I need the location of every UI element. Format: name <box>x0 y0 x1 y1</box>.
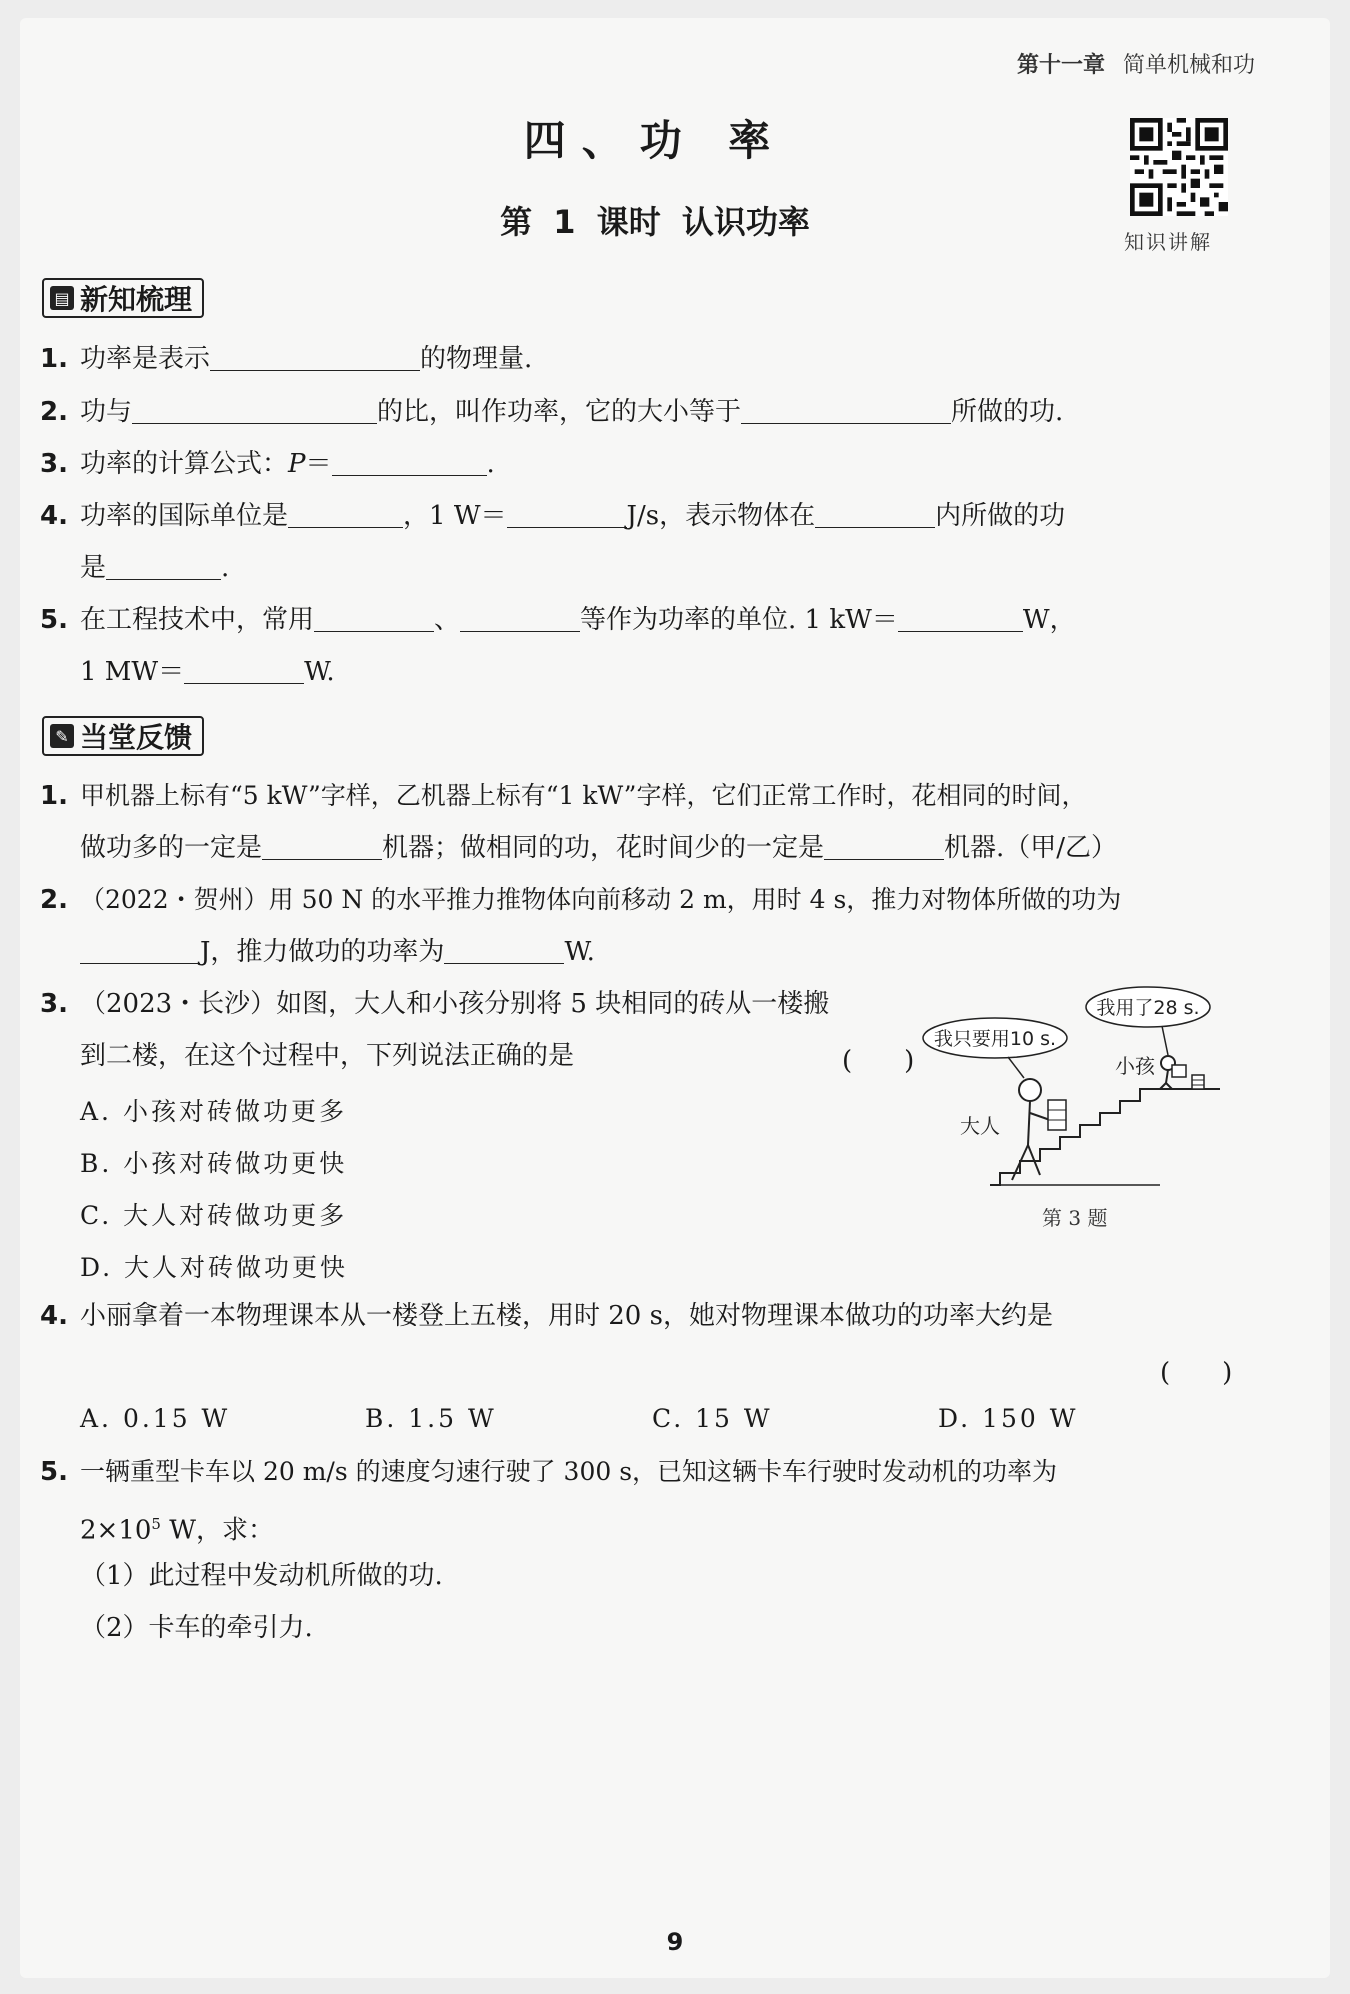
s2-question-3 <box>40 988 829 1020</box>
chapter-number: 第十一章 <box>1016 53 1105 78</box>
s2-question-5-cont <box>80 1508 274 1547</box>
question-text: W. <box>304 657 335 687</box>
s2-question-2-cont <box>80 936 595 968</box>
answer-blank[interactable] <box>898 605 1023 632</box>
question-number: 2. <box>40 885 68 915</box>
question-text: W，求： <box>160 1515 274 1546</box>
section-feedback <box>42 716 204 756</box>
question-text: 做功多的一定是 <box>80 833 263 863</box>
s1-question-5-cont <box>80 656 335 688</box>
s1-question-4 <box>40 500 1065 532</box>
question-text: 一辆重型卡车以 20 m/s 的速度匀速行驶了 300 s，已知这辆卡车行驶时发动机的功率为 <box>80 1457 1058 1486</box>
question-text: 在工程技术中，常用 <box>80 605 315 635</box>
answer-blank[interactable] <box>132 397 377 424</box>
question-number: 5. <box>40 605 68 635</box>
question-text: 小丽拿着一本物理课本从一楼登上五楼，用时 20 s，她对物理课本做功的功率大约是 <box>80 1301 1053 1331</box>
question-number: 4. <box>40 1301 68 1331</box>
book-icon: ▤ <box>50 286 74 310</box>
s1-question-3 <box>40 448 495 480</box>
question-number: 1. <box>40 344 68 374</box>
s1-question-1 <box>40 343 532 375</box>
question-text: ＝ <box>305 449 332 479</box>
lesson-subtitle: 第 1 课时 认识功率 <box>500 203 810 241</box>
question-number: 5. <box>40 1457 68 1487</box>
question-number: 3. <box>40 449 68 479</box>
answer-blank[interactable] <box>262 833 382 860</box>
question-text: 等作为功率的单位. 1 kW＝ <box>580 605 898 635</box>
question-text: 的比，叫作功率，它的大小等于 <box>377 397 742 427</box>
answer-blank[interactable] <box>210 344 420 371</box>
question-text: 功与 <box>80 397 133 427</box>
option-a[interactable]: A. 小孩对砖做功更多 <box>80 1097 347 1126</box>
s2-question-4 <box>40 1300 1053 1332</box>
question-text: 机器；做相同的功，花时间少的一定是 <box>382 833 825 863</box>
answer-blank[interactable] <box>444 937 564 964</box>
section-new-knowledge <box>42 278 204 318</box>
question-text: 是 <box>80 553 107 583</box>
section-title: 当堂反馈 <box>80 721 193 754</box>
option-c[interactable]: C. 15 W <box>652 1404 773 1433</box>
s2-question-5-sub1: （1）此过程中发动机所做的功. <box>80 1561 443 1591</box>
question-number: 1. <box>40 781 68 811</box>
answer-blank[interactable] <box>332 449 487 476</box>
s1-question-5 <box>40 604 1076 636</box>
s2-question-1-cont <box>80 832 1117 864</box>
option-b[interactable]: B. 小孩对砖做功更快 <box>80 1149 348 1178</box>
answer-blank[interactable] <box>507 501 627 528</box>
answer-blank[interactable] <box>314 605 434 632</box>
adult-label: 大人 <box>960 1114 1000 1138</box>
formula-variable: P <box>288 449 306 479</box>
question-text: 1 MW＝ <box>80 657 185 687</box>
option-c[interactable]: C. 大人对砖做功更多 <box>80 1201 348 1230</box>
question-text: ，1 W＝ <box>403 501 507 531</box>
section-title: 新知梳理 <box>80 283 193 316</box>
option-a[interactable]: A. 0.15 W <box>80 1404 231 1433</box>
answer-paren[interactable]: ( ) <box>842 1046 915 1076</box>
answer-blank[interactable] <box>80 937 200 964</box>
answer-blank[interactable] <box>288 501 403 528</box>
question-text: 所做的功. <box>951 397 1064 427</box>
chapter-name: 简单机械和功 <box>1122 53 1255 78</box>
question-text: （2022・贺州）用 50 N 的水平推力推物体向前移动 2 m，用时 4 s，推力对物体所做的功为 <box>80 885 1122 914</box>
question-number: 3. <box>40 989 68 1019</box>
s1-question-2 <box>40 396 1063 428</box>
question-text: 的物理量. <box>420 344 533 374</box>
answer-blank[interactable] <box>824 833 944 860</box>
answer-blank[interactable] <box>741 397 951 424</box>
question-text: . <box>486 449 495 479</box>
child-speech-bubble: 我用了28 s. <box>1096 997 1200 1019</box>
answer-blank[interactable] <box>460 605 580 632</box>
question-text: 甲机器上标有“5 kW”字样，乙机器上标有“1 kW”字样，它们正常工作时，花相同的时间， <box>80 781 1087 810</box>
answer-blank[interactable] <box>184 657 304 684</box>
answer-paren[interactable]: ( ) <box>1160 1358 1233 1388</box>
option-b[interactable]: B. 1.5 W <box>365 1404 497 1433</box>
question-text: 到二楼，在这个过程中，下列说法正确的是 <box>80 1041 575 1071</box>
page-number: 9 <box>666 1928 684 1956</box>
s2-question-5-sub2: （2）卡车的牵引力. <box>80 1613 313 1643</box>
question-number: 4. <box>40 501 68 531</box>
child-label: 小孩 <box>1115 1054 1155 1078</box>
question-text: . <box>221 553 230 583</box>
s2-question-2 <box>40 884 1121 916</box>
pencil-icon: ✎ <box>50 724 74 748</box>
question-text: J，推力做功的功率为 <box>200 937 445 967</box>
option-d[interactable]: D. 150 W <box>938 1404 1079 1433</box>
question-text: 内所做的功 <box>935 501 1066 531</box>
s2-question-3-cont <box>80 1040 574 1072</box>
s2-question-5 <box>40 1456 1057 1488</box>
option-d[interactable]: D. 大人对砖做功更快 <box>80 1253 349 1282</box>
question-text: 机器.（甲/乙） <box>944 833 1118 863</box>
exponent: 5 <box>151 1515 161 1533</box>
question-text: 功率的计算公式： <box>80 449 289 479</box>
s1-question-4-cont <box>80 552 229 584</box>
question-text: W. <box>564 937 595 967</box>
question-text: J/s，表示物体在 <box>626 501 816 531</box>
question-text: 功率是表示 <box>80 344 211 374</box>
question-text: （2023・长沙）如图，大人和小孩分别将 5 块相同的砖从一楼搬 <box>80 989 830 1019</box>
figure-caption: 第 3 题 <box>1042 1206 1108 1230</box>
s2-question-1 <box>40 780 1086 812</box>
question-text: 功率的国际单位是 <box>80 501 289 531</box>
chapter-header <box>1017 48 1255 79</box>
page-title: 四、功 率 <box>523 116 787 165</box>
qr-code-icon[interactable] <box>1130 118 1228 216</box>
question-number: 2. <box>40 397 68 427</box>
question-text: W， <box>1022 605 1076 635</box>
question-text: 、 <box>434 605 461 635</box>
stairs-figure <box>900 985 1240 1200</box>
adult-speech-bubble: 我只要用10 s. <box>933 1028 1057 1050</box>
qr-caption: 知识讲解 <box>1124 230 1212 254</box>
answer-blank[interactable] <box>106 553 221 580</box>
answer-blank[interactable] <box>815 501 935 528</box>
question-text: 2×10 <box>80 1515 152 1546</box>
